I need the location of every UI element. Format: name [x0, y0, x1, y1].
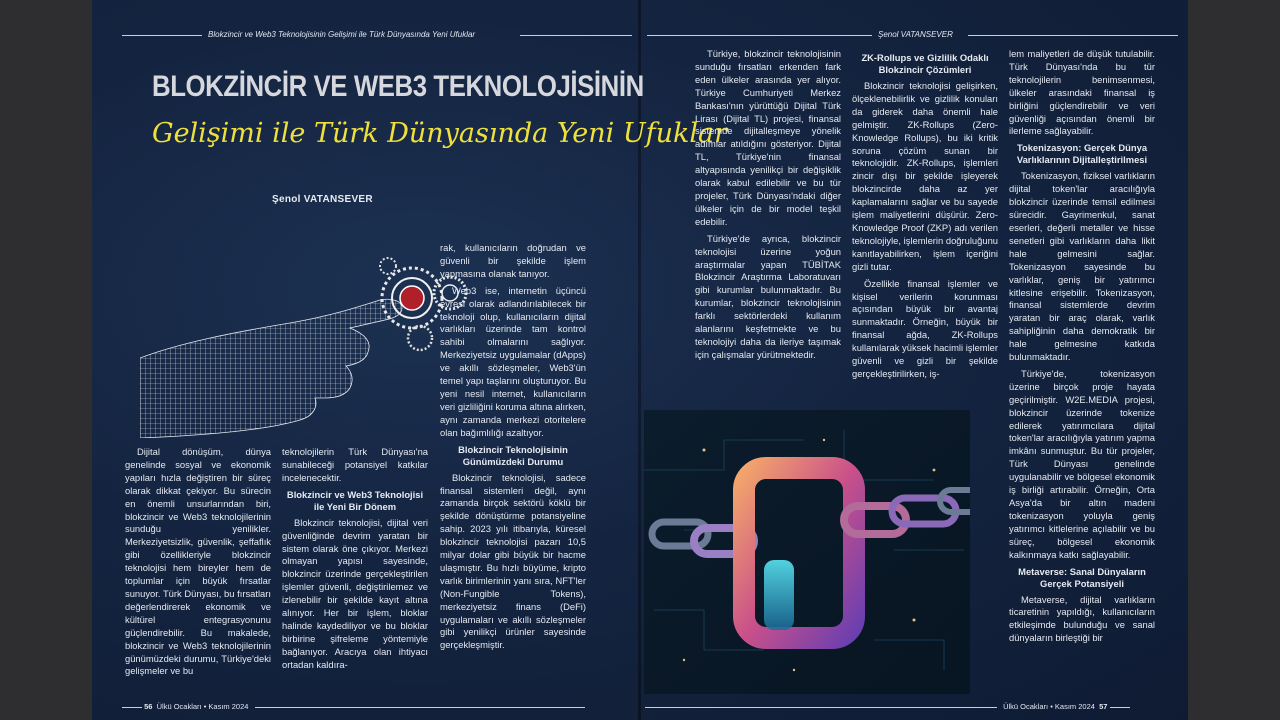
- paragraph: Türkiye'de ayrıca, blokzincir teknolojisi üzerine yoğun araştırmalar yapan TÜBİTAK Blokzincir Araştırma Laboratuvarı gibi kurumlar bulunmaktadır. Bu kurumlar, blokzincir teknolojisinin farklı sektörlerdeki kullanım alanlarını keşfetmekte ve bu teknolojiyi daha da ileriye taşımak için çalışmalar yürütmektedir.: [695, 232, 841, 360]
- paragraph: Web3 ise, internetin üçüncü evresi olarak adlandırılabilecek bir teknoloji olup, kullanıcıların dijital varlıkları üzerinde tam kontrol sahibi olmalarını sağlıyor. Merkeziyetsiz uygulamalar (dApps) ve akıllı sözleşmeler, Web3'ün temel yapı taşlarını oluşturuyor. Bu yeni nesil internet, kullanıcıların veri gizliliğini koruma altına alırken, aynı zamanda merkezi otoritelere olan bağımlılığı azaltıyor.: [440, 284, 586, 438]
- section-heading: Metaverse: Sanal Dünyaların Gerçek Potansiyeli: [1018, 565, 1146, 589]
- header-rule-left: [122, 35, 202, 36]
- publication-info-left: Ülkü Ocakları • Kasım 2024: [156, 702, 249, 711]
- left-margin: [0, 0, 92, 720]
- text-column-3: [440, 242, 586, 656]
- magazine-spread: [92, 0, 1188, 720]
- article-subtitle: Gelişimi ile Türk Dünyasında Yeni Ufuklar: [152, 118, 728, 149]
- paragraph: Tokenizasyon, fiziksel varlıkların dijital token'lar aracılığıyla blokzincir üzerinde temsil edilmesi sürecidir. Gayrimenkul, sanat eserleri, değerli metaller ve hisse senetleri gibi varlıkların daha likit hale gelmesini sağlar. Tokenizasyon sayesinde bu varlıklar, geniş bir yatırımcı kitlesine erişebilir. Tokenizasyon, finansal sistemlerde devrim yaratan bir araç olarak, varlık sahipliğinin daha demokratik bir hale gelmesine katkıda bulunmaktadır.: [1009, 170, 1155, 363]
- paragraph: lem maliyetleri de düşük tutulabilir. Türk Dünyası'nda bu tür teknolojilerin benimsenmesi, ülkeler arasındaki finansal iş birliğini güçlendirebilir ve veri güvenliği açısından önemli bir ilerleme sağlayabilir.: [1009, 48, 1155, 137]
- section-heading: Blokzincir ve Web3 Teknolojisi ile Yeni Bir Dönem: [286, 488, 424, 512]
- folio-right: [645, 702, 1130, 711]
- author-name: Şenol VATANSEVER: [272, 194, 373, 205]
- text-column-1: [125, 446, 271, 682]
- wireframe-hand-illustration: [140, 238, 480, 438]
- text-column-2: [282, 446, 428, 676]
- section-heading: ZK-Rollups ve Gizlilik Odaklı Blokzincir Çözümleri: [861, 52, 989, 75]
- paragraph: Özellikle finansal işlemler ve kişisel verilerin korunması açısından büyük bir avantaj sunmaktadır. Örneğin, büyük bir finansal ağda, ZK-Rollups kullanılarak yüksek hacimli işlemler güvenli ve gizli bir şekilde gerçekleştirilirken, iş-: [852, 277, 998, 379]
- header-rule-right-2: [968, 35, 1178, 36]
- header-rule-right: [647, 35, 872, 36]
- text-column-6: [1009, 48, 1155, 649]
- page-number-right: 57: [1099, 702, 1108, 711]
- publication-info-right: Ülkü Ocakları • Kasım 2024: [1003, 702, 1095, 711]
- paragraph: rak, kullanıcıların doğrudan ve güvenli bir şekilde işlem yapmasına olanak tanıyor.: [440, 242, 586, 279]
- section-heading: Tokenizasyon: Gerçek Dünya Varlıklarının Dijitalleştirilmesi: [1016, 142, 1148, 166]
- paragraph: teknolojilerin Türk Dünyası'na sunabileceği potansiyel katkılar incelenecektir.: [282, 446, 428, 483]
- section-heading: Blokzincir Teknolojisinin Günümüzdeki Durumu: [458, 443, 568, 467]
- paragraph: Blokzincir teknolojisi, sadece finansal sistemleri değil, aynı zamanda birçok sektörü köklü bir şekilde dönüştürme potansiyeline sahip. 2023 yılı itibarıyla, küresel blokzincir teknolojisi pazarı 10,5 milyar dolar gibi büyük bir hacme ulaşmıştır. Bu hızlı büyüme, kripto varlık birimlerinin yanı sıra, NFT'ler (Non-Fungible Tokens), merkeziyetsiz finans (DeFi) uygulamaları ve akıllı sözleşmeler gibi yenilikçi ürünler sayesinde gerçekleşmiştir.: [440, 471, 586, 651]
- chain-link-illustration: [644, 410, 970, 694]
- paragraph: Metaverse, dijital varlıkların ticaretinin yapıldığı, kullanıcıların etkileşimde bulunduğu ve sanal dünyaların birleştiği bir: [1009, 593, 1155, 644]
- paragraph: Türkiye'de, tokenizasyon üzerine birçok proje hayata geçirilmiştir. W2E.MEDIA projesi, blokzincir üzerinde tokenize edilerek yatırımcılara dijital token'lar aracılığıyla yatırım yapma imkânı sunmuştur. Bu tür projeler, Türk Dünyası genelinde uygulanabilir ve bölgesel ekonomik iş birliği artırabilir. Örneğin, Orta Asya'da bir altın madeni tokenizasyon yoluyla geniş yatırımcı kitlelerine açılabilir ve bu süreç, bölgesel ekonomik kalkınmaya katkı sağlayabilir.: [1009, 367, 1155, 560]
- folio-left: [122, 702, 585, 711]
- right-margin: [1188, 0, 1280, 720]
- hand-shape: [140, 299, 402, 438]
- text-column-5: [852, 48, 998, 385]
- paragraph: Blokzincir teknolojisi gelişirken, ölçeklenebilirlik ve gizlilik konuları da giderek daha önemli hale gelmiştir. ZK-Rollups (Zero-Knowledge Rollups), bu iki kritik soruna çözüm sunan bir teknolojidir. ZK-Rollups, işlemleri zincir dışı bir şekilde işleyerek blokzincirde daha az yer kaplamalarını sağlar ve bu sayede işlem maliyetlerini düşürür. Zero-Knowledge Proof (ZKP) adı verilen teknolojiyle, işlemlerin doğruluğunu kanıtlayabilirken, işlem içeriğini gizli tutar.: [852, 80, 998, 272]
- page-number-left: 56: [144, 702, 153, 711]
- paragraph: Blokzincir teknolojisi, dijital veri güvenliğinde devrim yaratan bir sistem olarak öne çıkıyor. Merkezi olmayan yapısı sayesinde, blokzincir üzerinde gerçekleştirilen işlemler güvenli, değiştirilemez ve izlenebilir bir şekilde kayıt altına alınıyor. Her bir işlem, bloklar halinde kaydediliyor ve bu bloklar birbirine şifreleme yöntemiyle bağlanıyor. Aracıya olan ihtiyacı ortadan kaldıra-: [282, 516, 428, 670]
- paragraph: Türkiye, blokzincir teknolojisinin sunduğu fırsatları erkenden fark eden ülkeler arasında yer alıyor. Türkiye Cumhuriyeti Merkez Bankası'nın yürüttüğü Dijital Türk Lirası (Dijital TL) projesi, finansal sistemde dijitalleşmeye yönelik adımlar atıldığını gösteriyor. Dijital TL, Türkiye'nin finansal altyapısında yenilikçi bir değişiklik olarak kabul edilebilir ve bu tür projeler, Türk Dünyası'ndaki diğer ülkeler için de bir model teşkil edebilir.: [695, 48, 841, 227]
- paragraph: Dijital dönüşüm, dünya genelinde sosyal ve ekonomik yapıları hızla değiştiren bir süreç olarak dikkat çekiyor. Bu sürecin en önemli unsurlarından biri, blokzincir ve Web3 teknolojilerinin sunduğu yenilikler. Merkeziyetsizlik, güvenlik, şeffaflık gibi özellikleriyle blokzincir teknolojisi hem bireyler hem de toplumlar için büyük fırsatlar sunuyor. Türk Dünyası, bu fırsatları değerlendirerek ekonomik ve kültürel entegrasyonunu güçlendirebilir. Bu makalede, blokzincir ve Web3 teknolojilerinin günümüzdeki durumu, Türkiye'deki gelişmeler ve bu: [125, 446, 271, 677]
- article-title: BLOKZİNCİR VE WEB3 TEKNOLOJİSİNİN: [152, 70, 644, 103]
- running-head-left: Blokzincir ve Web3 Teknolojisinin Gelişimi ile Türk Dünyasında Yeni Ufuklar: [208, 30, 476, 39]
- running-head-right: Şenol VATANSEVER: [878, 30, 953, 39]
- text-column-4: [695, 48, 841, 366]
- header-rule-left-2: [520, 35, 632, 36]
- page-gutter: [638, 0, 641, 720]
